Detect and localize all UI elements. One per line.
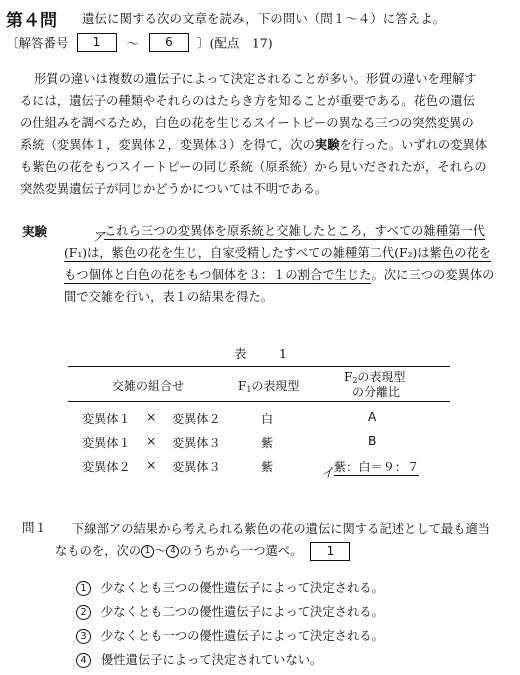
table-cell-x: × xyxy=(146,410,157,424)
experiment-line xyxy=(104,220,494,242)
underlined-text: これら三つの変異体を原系統と交雑したところ，すべての雑種第一代 xyxy=(104,224,485,238)
para-line-part: を行った。いずれの変異体 xyxy=(339,138,488,152)
option-3[interactable] xyxy=(76,626,384,644)
header-f2-line2: の分離比 xyxy=(352,385,401,399)
para-line: も紫色の花をもつスイートピーの同じ系統（原系統）から見いだされたが，それらの xyxy=(20,160,487,174)
intro-paragraph xyxy=(20,68,515,200)
answer-tilde: ～ xyxy=(126,35,139,51)
table-cell-a: 変異体１ xyxy=(82,412,131,426)
question-1-text xyxy=(55,518,491,562)
range-tilde: ～ xyxy=(154,544,167,558)
para-line: 突然変異遺伝子が同じかどうかについては不明である。 xyxy=(20,182,328,196)
para-line-part: 系統（変異体１，変異体２，変異体３）を得て，次の xyxy=(20,138,315,152)
table-cell-a: 変異体２ xyxy=(82,460,131,474)
option-text: 少なくとも二つの優性遺伝子によって決定される。 xyxy=(101,605,384,619)
experiment-line xyxy=(64,264,494,286)
table-cell-b: 変異体３ xyxy=(172,460,221,474)
header-f2-sub: 2 xyxy=(352,376,358,385)
experiment-line: 間で交雑を行い，表１の結果を得た。 xyxy=(64,290,274,304)
header-f1-letter: F xyxy=(238,379,247,393)
underline-marker-a: ア xyxy=(92,230,106,245)
range-to-circled: 4 xyxy=(166,545,179,558)
header-f2-post: の表現型 xyxy=(357,370,406,384)
question-1-line2-post: のうちから一つ選べ。 xyxy=(179,544,303,558)
question-instruction: 遺伝に関する次の文章を読み，下の問い（問１～４）に答えよ。 xyxy=(82,11,446,26)
header-f1 xyxy=(238,377,299,394)
table-header-rule xyxy=(68,401,450,402)
table-title: 表 1 xyxy=(234,346,297,361)
underlined-text: もつ個体と白色の花をもつ個体を３：１の割合で生じた xyxy=(64,268,372,282)
experiment-label: 実験 xyxy=(22,224,48,239)
answer-suffix: 〕(配点 17) xyxy=(196,35,273,51)
header-f1-post: の表現型 xyxy=(251,379,300,393)
table-cell-f2: B xyxy=(368,434,377,448)
question-1-label: 問１ xyxy=(22,520,48,535)
table-cell-x: × xyxy=(146,434,157,448)
para-line xyxy=(20,134,515,156)
table-cell-b: 変異体３ xyxy=(172,436,221,450)
experiment-keyword: 実験 xyxy=(314,138,340,152)
header-f1-sub: 1 xyxy=(246,385,252,394)
para-line: の仕組みを調べるため，白色の花を生じるスイートピーの異なる三つの突然変異の xyxy=(20,116,474,130)
question-title: 第４問 xyxy=(6,11,57,31)
experiment-text xyxy=(64,220,495,308)
para-line: るには，遺伝子の種類やそれらのはたらき方を知ることが重要である。花色の遺伝 xyxy=(20,94,475,108)
option-text: 優性遺伝子によって決定されていない。 xyxy=(101,653,323,667)
option-text: 少なくとも一つの優性遺伝子によって決定される。 xyxy=(101,629,384,643)
experiment-line-rest: 。次に三つの変異体の xyxy=(371,268,495,282)
table-cell-f2: A xyxy=(368,410,377,424)
option-text: 少なくとも三つの優性遺伝子によって決定される。 xyxy=(101,581,384,595)
underlined-ratio: 紫：白＝９：７ xyxy=(334,460,420,474)
table-cell-f2 xyxy=(334,458,419,475)
answer-box-from: 1 xyxy=(77,33,117,52)
underlined-text: (F₁)は，紫色の花を生じ，自家受精したすべての雑種第二代(F₂)は紫色の花を xyxy=(64,246,492,260)
option-1[interactable] xyxy=(76,578,384,596)
table-top-rule xyxy=(68,366,450,367)
option-number-circled: 4 xyxy=(76,653,91,668)
para-line: 形質の違いは複数の遺伝子によって決定されることが多い。形質の違いを理解す xyxy=(34,72,477,86)
question-1-answer-box[interactable]: 1 xyxy=(310,542,350,561)
table-cell-b: 変異体２ xyxy=(172,412,221,426)
answer-box-to: 6 xyxy=(149,33,189,52)
question-1-line2-pre: なものを，次の xyxy=(55,544,142,558)
table-cell-a: 変異体１ xyxy=(82,436,131,450)
range-from-circled: 1 xyxy=(141,545,154,558)
option-2[interactable] xyxy=(76,602,384,620)
option-number-circled: 1 xyxy=(76,581,91,596)
header-combination: 交雑の組合せ xyxy=(112,379,185,393)
header-f2-letter: F xyxy=(344,370,353,384)
option-4[interactable] xyxy=(76,650,322,668)
option-number-circled: 2 xyxy=(76,605,91,620)
table-cell-f1: 紫 xyxy=(261,436,274,450)
answer-prefix: 〔解答番号 xyxy=(6,35,69,51)
answer-number-line xyxy=(6,33,273,52)
experiment-line xyxy=(64,242,494,264)
table-cell-x: × xyxy=(146,458,157,472)
question-1-line1: 下線部アの結果から考えられる紫色の花の遺伝に関する記述として最も適当 xyxy=(72,522,491,536)
table-cell-f1: 紫 xyxy=(261,460,274,474)
table-cell-f1: 白 xyxy=(261,412,274,426)
question-1-line2 xyxy=(55,540,490,562)
underline-marker-i: イ xyxy=(321,466,335,481)
option-number-circled: 3 xyxy=(76,629,91,644)
